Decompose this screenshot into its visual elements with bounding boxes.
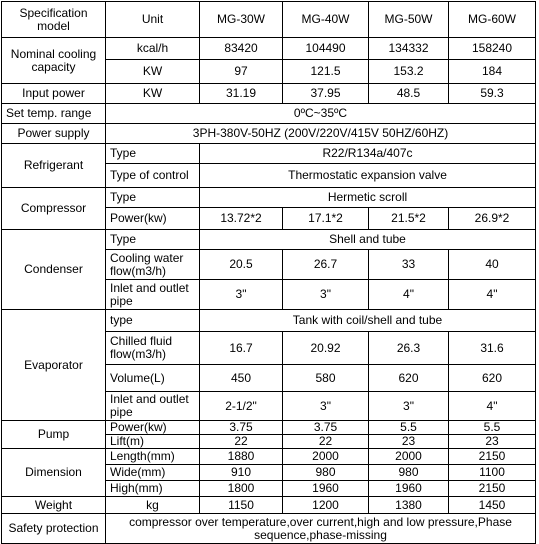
sub-label-cell: Type — [106, 144, 200, 164]
pump-label: Pump — [2, 421, 106, 449]
value-cell: 83420 — [200, 38, 283, 60]
sub-label-cell: Wide(mm) — [106, 465, 200, 481]
value-cell: 40 — [449, 250, 536, 280]
power-supply-value: 3PH-380V-50HZ (200V/220V/415V 50HZ/60HZ) — [106, 124, 536, 144]
value-cell: 450 — [200, 365, 283, 392]
header-model-cell: MG-60W — [449, 2, 536, 38]
value-cell: 1150 — [200, 497, 283, 514]
value-cell: 158240 — [449, 38, 536, 60]
value-cell: 3" — [283, 392, 369, 421]
specification-table — [1, 1, 536, 544]
value-cell: 104490 — [283, 38, 369, 60]
pump-power-row — [2, 421, 536, 435]
value-cell: 1100 — [449, 465, 536, 481]
value-cell: 1800 — [200, 481, 283, 497]
unit-cell: kg — [106, 497, 200, 514]
header-model-cell: MG-30W — [200, 2, 283, 38]
refrigerant-control-value: Thermostatic expansion valve — [200, 164, 536, 188]
header-model-cell: MG-40W — [283, 2, 369, 38]
set-temp-label: Set temp. range — [2, 104, 106, 124]
value-cell: 23 — [369, 435, 449, 449]
set-temp-value: 0ºC~35ºC — [106, 104, 536, 124]
value-cell: 26.9*2 — [449, 208, 536, 230]
header-spec-cell: Specification model — [2, 2, 106, 38]
value-cell: 1380 — [369, 497, 449, 514]
evaporator-type-row — [2, 310, 536, 332]
power-supply-label: Power supply — [2, 124, 106, 144]
compressor-type-row — [2, 188, 536, 208]
sub-label-cell: Chilled fluid flow(m3/h) — [106, 332, 200, 365]
condenser-label: Condenser — [2, 230, 106, 310]
value-cell: 121.5 — [283, 60, 369, 84]
value-cell: 4" — [449, 280, 536, 310]
set-temp-row — [2, 104, 536, 124]
compressor-type-value: Hermetic scroll — [200, 188, 536, 208]
value-cell: 48.5 — [369, 84, 449, 104]
value-cell: 59.3 — [449, 84, 536, 104]
dimension-label: Dimension — [2, 449, 106, 497]
sub-label-cell: Volume(L) — [106, 365, 200, 392]
unit-cell: KW — [106, 84, 200, 104]
value-cell: 13.72*2 — [200, 208, 283, 230]
sub-label-cell: Power(kw) — [106, 421, 200, 435]
value-cell: 134332 — [369, 38, 449, 60]
cooling-capacity-label: Nominal cooling capacity — [2, 38, 106, 84]
value-cell: 31.6 — [449, 332, 536, 365]
value-cell: 4" — [449, 392, 536, 421]
header-unit-cell: Unit — [106, 2, 200, 38]
header-row — [2, 2, 536, 38]
refrigerant-label: Refrigerant — [2, 144, 106, 188]
cooling-kcal-row — [2, 38, 536, 60]
refrigerant-type-value: R22/R134a/407c — [200, 144, 536, 164]
compressor-label: Compressor — [2, 188, 106, 230]
safety-label: Safety protection — [2, 514, 106, 544]
evaporator-label: Evaporator — [2, 310, 106, 421]
input-power-row — [2, 84, 536, 104]
sub-label-cell: Power(kw) — [106, 208, 200, 230]
value-cell: 4" — [369, 280, 449, 310]
value-cell: 1200 — [283, 497, 369, 514]
value-cell: 97 — [200, 60, 283, 84]
evaporator-type-value: Tank with coil/shell and tube — [200, 310, 536, 332]
power-supply-row — [2, 124, 536, 144]
value-cell: 26.3 — [369, 332, 449, 365]
value-cell: 22 — [200, 435, 283, 449]
value-cell: 3" — [283, 280, 369, 310]
value-cell: 33 — [369, 250, 449, 280]
value-cell: 1960 — [369, 481, 449, 497]
value-cell: 184 — [449, 60, 536, 84]
value-cell: 1960 — [283, 481, 369, 497]
value-cell: 17.1*2 — [283, 208, 369, 230]
sub-label-cell: Type of control — [106, 164, 200, 188]
value-cell: 31.19 — [200, 84, 283, 104]
unit-cell: KW — [106, 60, 200, 84]
value-cell: 980 — [369, 465, 449, 481]
unit-cell: kcal/h — [106, 38, 200, 60]
header-model-cell: MG-50W — [369, 2, 449, 38]
value-cell: 910 — [200, 465, 283, 481]
value-cell: 3.75 — [200, 421, 283, 435]
safety-row — [2, 514, 536, 544]
value-cell: 2150 — [449, 449, 536, 465]
value-cell: 2000 — [283, 449, 369, 465]
value-cell: 22 — [283, 435, 369, 449]
input-power-label: Input power — [2, 84, 106, 104]
value-cell: 2150 — [449, 481, 536, 497]
value-cell: 5.5 — [369, 421, 449, 435]
dimension-length-row — [2, 449, 536, 465]
value-cell: 5.5 — [449, 421, 536, 435]
value-cell: 16.7 — [200, 332, 283, 365]
condenser-type-value: Shell and tube — [200, 230, 536, 250]
safety-value: compressor over temperature,over current,high and low pressure,Phase sequence,phase-missing — [106, 514, 536, 544]
value-cell: 21.5*2 — [369, 208, 449, 230]
sub-label-cell: Type — [106, 230, 200, 250]
value-cell: 620 — [369, 365, 449, 392]
value-cell: 37.95 — [283, 84, 369, 104]
value-cell: 1450 — [449, 497, 536, 514]
sub-label-cell: Cooling water flow(m3/h) — [106, 250, 200, 280]
sub-label-cell: Lift(m) — [106, 435, 200, 449]
value-cell: 20.92 — [283, 332, 369, 365]
value-cell: 2-1/2" — [200, 392, 283, 421]
value-cell: 1880 — [200, 449, 283, 465]
sub-label-cell: Type — [106, 188, 200, 208]
sub-label-cell: Inlet and outlet pipe — [106, 392, 200, 421]
value-cell: 153.2 — [369, 60, 449, 84]
value-cell: 3" — [369, 392, 449, 421]
value-cell: 620 — [449, 365, 536, 392]
sub-label-cell: Length(mm) — [106, 449, 200, 465]
value-cell: 980 — [283, 465, 369, 481]
condenser-type-row — [2, 230, 536, 250]
value-cell: 2000 — [369, 449, 449, 465]
weight-label: Weight — [2, 497, 106, 514]
sub-label-cell: type — [106, 310, 200, 332]
value-cell: 23 — [449, 435, 536, 449]
sub-label-cell: High(mm) — [106, 481, 200, 497]
sub-label-cell: Inlet and outlet pipe — [106, 280, 200, 310]
refrigerant-type-row — [2, 144, 536, 164]
value-cell: 580 — [283, 365, 369, 392]
value-cell: 3" — [200, 280, 283, 310]
value-cell: 3.75 — [283, 421, 369, 435]
value-cell: 26.7 — [283, 250, 369, 280]
value-cell: 20.5 — [200, 250, 283, 280]
weight-row — [2, 497, 536, 514]
